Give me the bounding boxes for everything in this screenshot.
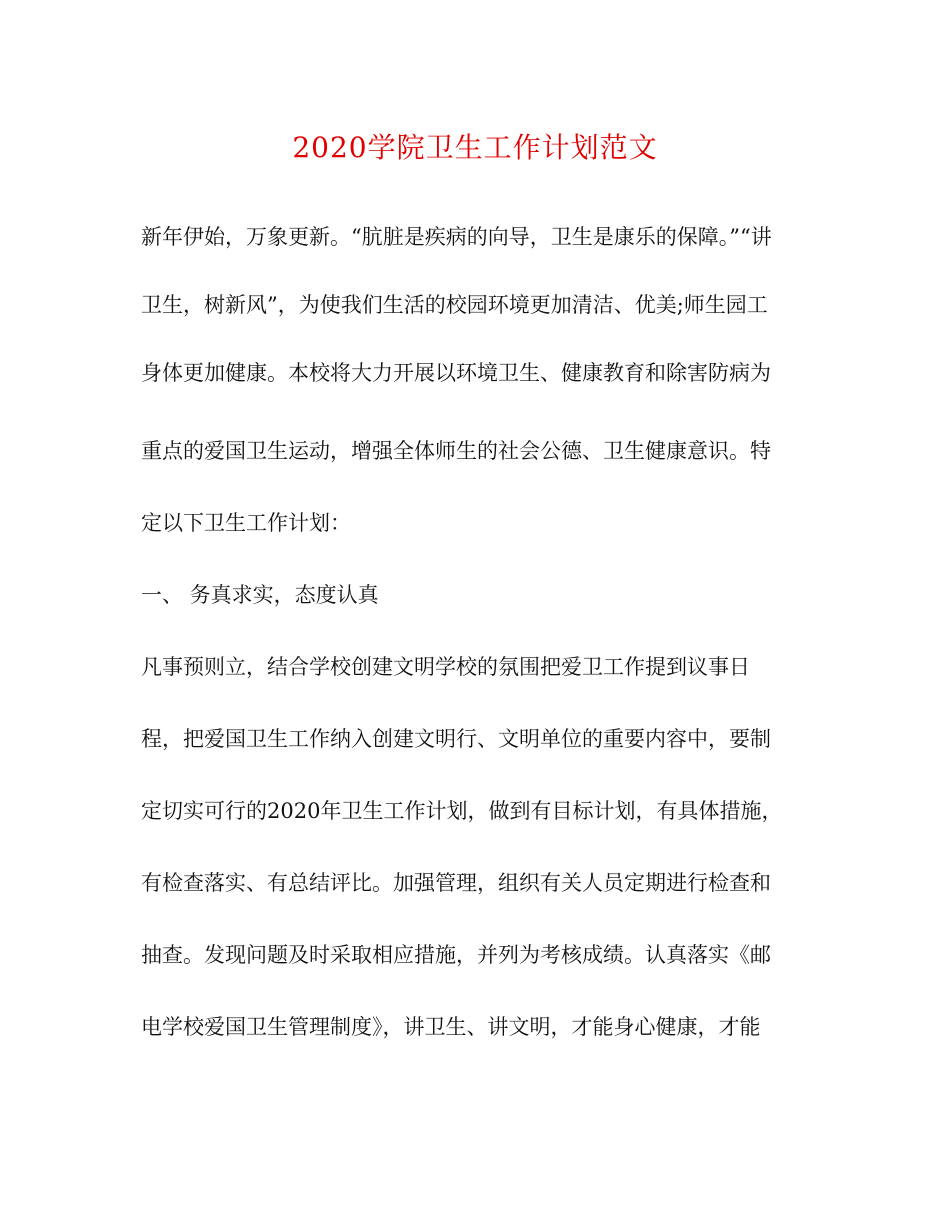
body-line-10: 有检查落实、有总结评比。加强管理，组织有关人员定期进行检查和	[141, 871, 771, 895]
body-line-3: 身体更加健康。本校将大力开展以环境卫生、健康教育和除害防病为	[141, 361, 771, 385]
body-line-8: 程，把爱国卫生工作纳入创建文明行、文明单位的重要内容中，要制	[141, 727, 771, 751]
body-line-2: 卫生，树新风”，为使我们生活的校园环境更加清洁、优美;师生园工	[141, 293, 768, 317]
body-line-7: 凡事预则立，结合学校创建文明学校的氛围把爱卫工作提到议事日	[141, 655, 750, 679]
section-heading-1: 一、 务真求实，态度认真	[141, 583, 379, 607]
body-line-4: 重点的爱国卫生运动，增强全体师生的社会公德、卫生健康意识。特	[141, 439, 771, 463]
body-line-5: 定以下卫生工作计划：	[141, 511, 351, 535]
body-line-1: 新年伊始，万象更新。“肮脏是疾病的向导，卫生是康乐的保障。”“讲	[141, 225, 772, 249]
body-line-9: 定切实可行的2020年卫生工作计划，做到有目标计划，有具体措施，	[141, 799, 783, 823]
body-line-11: 抽查。发现问题及时采取相应措施，并列为考核成绩。认真落实《邮	[141, 943, 771, 967]
body-line-12: 电学校爱国卫生管理制度》，讲卫生、讲文明，才能身心健康，才能	[141, 1015, 761, 1039]
document-title: 2020学院卫生工作计划范文	[292, 131, 658, 164]
